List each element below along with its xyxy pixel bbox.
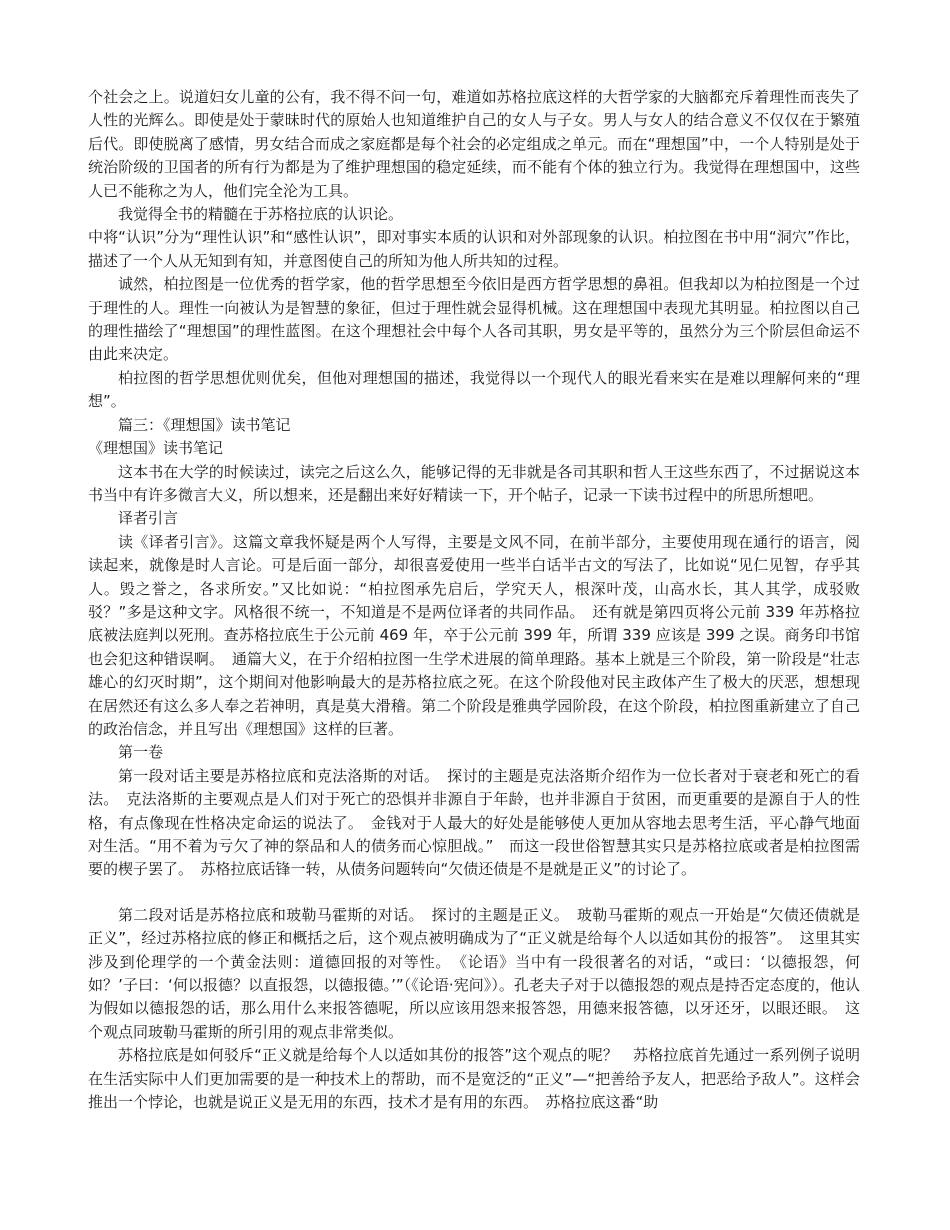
paragraph-dialogue-1: 第一段对话主要是苏格拉底和克法洛斯的对话。 探讨的主题是克法洛斯介绍作为一位长者对于衰老和死亡的看法。 克法洛斯的主要观点是人们对于死亡的恐惧并非源自于年龄，也并非源自于贫困，而更重要的是源自于人的性格，有点像现在性格决定命运的说法了。 金钱对于人最大的好处是能够使人更加从容地去思考生活，平心静气地面对生活。“用不着为亏欠了神的祭品和人的债务而心惊胆战。” 而这一段世俗智慧其实只是苏格拉底或者是柏拉图需要的楔子罢了。 苏格拉底话锋一转，从债务问题转向“欠债还债是不是就是正义”的讨论了。 [88, 766, 860, 879]
translator-preface-heading: 译者引言 [118, 509, 179, 528]
paragraph-2: 我觉得全书的精髓在于苏格拉底的认识论。 [118, 205, 404, 224]
paragraph-4: 诚然，柏拉图是一位优秀的哲学家，他的哲学思想至今依旧是西方哲学思想的鼻祖。但我却以为柏拉图是一个过于理性的人。理性一向被认为是智慧的象征，但过于理性就会显得机械。这在理想国中表现尤其明显。柏拉图以自己的理性描绘了“理想国”的理性蓝图。在这个理想社会中每个人各司其职，男女是平等的，虽然分为三个阶层但命运不由此来决定。 [88, 275, 860, 364]
section-heading-3: 篇三：《理想国》读书笔记 [118, 415, 291, 434]
paragraph-1: 个社会之上。说道妇女儿童的公有，我不得不问一句，难道如苏格拉底这样的大哲学家的大脑都充斥着理性而丧失了人性的光辉么。即使是处于蒙昧时代的原始人也知道维护自己的女人与子女。男人与女人的结合意义不仅仅在于繁殖后代。即使脱离了感情，男女结合而成之家庭都是每个社会的必定组成之单元。而在“理想国”中，一个人特别是处于统治阶级的卫国者的所有行为都是为了维护理想国的稳定延续，而不能有个体的独立行为。我觉得在理想国中，这些人已不能称之为人，他们完全沦为工具。 [88, 88, 860, 200]
blank-line [88, 882, 860, 904]
document-page [88, 86, 860, 1114]
paragraph-dialogue-3: 苏格拉底是如何驳斥“正义就是给每个人以适如其份的报答”这个观点的呢？ 苏格拉底首先通过一系列例子说明在生活实际中人们更加需要的是一种技术上的帮助，而不是宽泛的“正义”—“把善给予友人，把恶给予敌人”。这样会推出一个悖论，也就是说正义是无用的东西，技术才是有用的东西。 苏格拉底这番“助 [88, 1046, 860, 1112]
paragraph-dialogue-2: 第二段对话是苏格拉底和玻勒马霍斯的对话。 探讨的主题是正义。 玻勒马霍斯的观点一开始是“欠债还债就是正义”，经过苏格拉底的修正和概括之后，这个观点被明确成为了“正义就是给每个人以适如其份的报答”。 这里其实涉及到伦理学的一个黄金法则：道德回报的对等性。 《论语》当中有一段很著名的对话，“或曰：‘以德报怨，何如？’子曰：‘何以报德？以直报怨，以德报德。’”（《论语·宪问》）。孔老夫子对于以德报怨的观点是持否定态度的，他认为假如以德报怨的话，那么用什么来报答德呢，所以应该用怨来报答怨，用德来报答德，以牙还牙，以眼还眼。 这个观点同玻勒马霍斯的所引用的观点非常类似。 [88, 905, 860, 1041]
paragraph-intro: 这本书在大学的时候读过，读完之后这么久，能够记得的无非就是各司其职和哲人王这些东西了，不过据说这本书当中有许多微言大义，所以想来，还是翻出来好好精读一下，开个帖子，记录一下读书过程中的所思所想吧。 [88, 462, 860, 504]
paragraph-5: 柏拉图的哲学思想优则优矣，但他对理想国的描述，我觉得以一个现代人的眼光看来实在是难以理解何来的“理想”。 [88, 368, 860, 411]
book-one-heading: 第一卷 [118, 743, 164, 762]
notes-title: 《理想国》读书笔记 [88, 439, 224, 458]
paragraph-preface: 读《译者引言》。这篇文章我怀疑是两个人写得，主要是文风不同，在前半部分，主要使用现在通行的语言，阅读起来，就像是时人言论。可是后面一部分，却很喜爱使用一些半白话半古文的写法了，比如说“见仁见智，存乎其人。毁之誉之，各求所安。”又比如说：“柏拉图承先启后，学究天人，根深叶茂，山高水长，其人其学，成驳败驳？”多是这种文字。风格很不统一，不知道是不是两位译者的共同作品。 还有就是第四页将公元前 339 年苏格拉底被法庭判以死刑。查苏格拉底生于公元前 469 年，卒于公元前 399 年，所谓 339 应该是 399 之误。商务印书馆也会犯这种错误啊。 通篇大义，在于介绍柏拉图一生学术进展的简单理路。基本上就是三个阶段，第一阶段是“壮志雄心的幻灭时期”，这个期间对他影响最大的是苏格拉底之死。在这个阶段他对民主政体产生了极大的厌恶，想想现在居然还有这么多人奉之若神明，真是莫大滑稽。第二个阶段是雅典学园阶段，在这个阶段，柏拉图重新建立了自己的政治信念，并且写出《理想国》这样的巨著。 [88, 532, 860, 738]
paragraph-3: 中将“认识”分为“理性认识”和“感性认识”，即对事实本质的认识和对外部现象的认识。柏拉图在书中用“洞穴”作比，描述了一个人从无知到有知，并意图使自己的所知为他人所共知的过程。 [88, 228, 860, 270]
